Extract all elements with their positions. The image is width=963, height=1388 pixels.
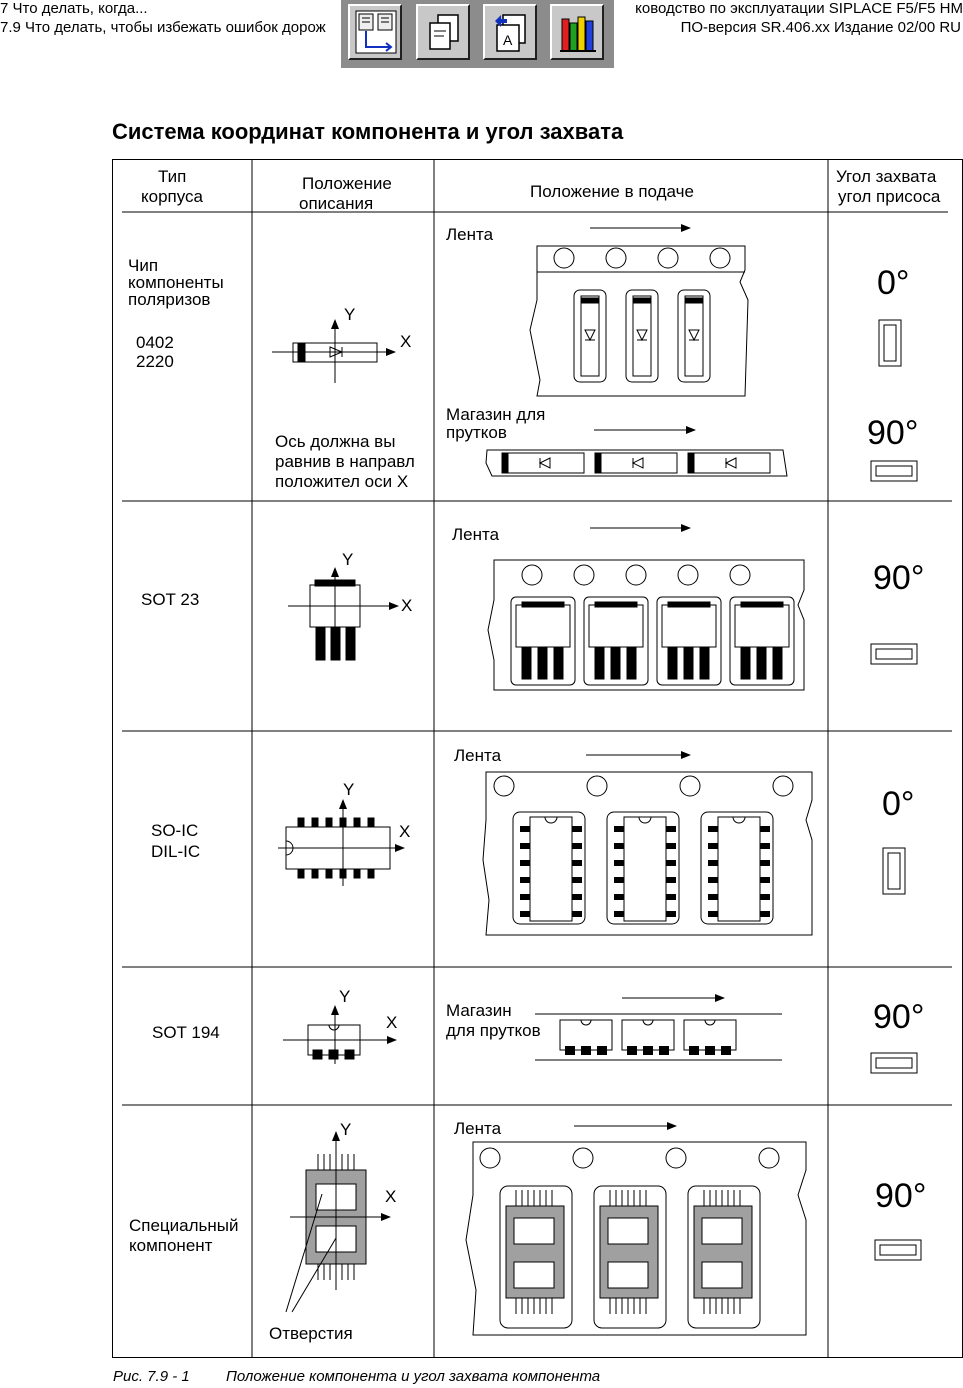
header-angle-line2: угол присоса [838,187,941,206]
row-type-line: Чип [128,256,159,275]
special-tape [466,1126,806,1335]
version-edition: ПО-версия SR.406.xx Издание 02/00 RU [680,19,961,36]
row-type-line: поляризов [128,290,211,309]
sot194-position-diagram [283,1006,396,1064]
alignment-note-line: Ось должна вы [275,432,396,451]
feed-stick-label-line: Магазин для [446,405,546,424]
header-angle-line1: Угол захвата [836,167,937,186]
header-position-line2: описания [299,194,374,213]
axis-x-label: X [399,822,411,841]
header-feed: Положение в подаче [530,182,694,201]
row-type-line: компонент [129,1236,213,1255]
axis-y-label: Y [342,550,354,569]
axis-y-label: Y [339,987,351,1006]
row-type-line: SOT 23 [141,590,200,609]
sot23-position-diagram [288,568,398,660]
feed-stick-label-line: прутков [446,423,507,442]
header-type-line2: корпуса [141,187,204,206]
gripper-angle-value: 90° [873,559,925,597]
axis-y-label: Y [344,305,356,324]
chip-stick-magazine [486,430,787,476]
feed-tape-label: Лента [452,525,500,544]
sot23-tape [488,528,804,690]
gripper-90-symbol [871,461,917,481]
axis-x-label: X [400,332,412,351]
manual-title: ководство по эксплуатации SIPLACE F5/F5 HM [635,0,963,17]
axis-y-label: Y [343,780,355,799]
header-type-line1: Тип [158,167,187,186]
feed-tape-label: Лента [446,225,494,244]
row-type-line: компоненты [128,273,224,292]
header-position-line1: Положение [302,174,392,193]
chip-position-diagram [272,320,395,383]
breadcrumb-chapter: 7 Что делать, когда... [0,0,148,17]
axis-y-label: Y [340,1120,352,1139]
alignment-note-line: положител оси X [275,472,409,491]
figure-caption: Положение компонента и угол захвата компонента [226,1368,601,1385]
holes-label: Отверстия [269,1324,353,1343]
gripper-angle-value: 0° [877,264,910,302]
breadcrumb-section: 7.9 Что делать, чтобы избежать ошибок дорож [0,19,326,36]
gripper-angle-value: 90° [873,998,925,1036]
figure-number: Рис. 7.9 - 1 [113,1368,190,1385]
axis-x-label: X [401,596,413,615]
gripper-angle-value: 90° [875,1177,927,1215]
table-grid [122,159,952,1358]
gripper-0-symbol [883,848,905,894]
feed-stick-label-line: Магазин [446,1001,512,1020]
row-type-line: SOT 194 [152,1023,220,1042]
feed-tape-label: Лента [454,1119,502,1138]
size-code: 2220 [136,352,174,371]
special-position-diagram [286,1132,390,1312]
gripper-0-symbol [879,320,901,366]
size-code: 0402 [136,333,174,352]
row-type-line: DIL-IC [151,842,201,861]
gripper-90-symbol [875,1240,921,1260]
soic-leads [520,826,770,917]
gripper-90-symbol [871,644,917,664]
sot194-leads [565,1046,731,1055]
gripper-90-symbol [871,1053,917,1073]
gripper-angle-value: 0° [882,785,915,823]
axis-x-label: X [385,1187,397,1206]
soic-position-diagram [278,800,404,886]
axis-x-label: X [386,1013,398,1032]
page-title: Система координат компонента и угол захвата [112,119,624,144]
row-type-line: SO-IC [151,821,199,840]
row-type-line: Специальный [129,1216,239,1235]
alignment-note-line: равнив в направл [275,452,415,471]
chip-tape [530,228,748,396]
svg-text:A: A [503,32,513,48]
feed-tape-label: Лента [454,746,502,765]
gripper-angle-value: 90° [867,414,919,452]
feed-stick-label-line: для прутков [446,1021,541,1040]
